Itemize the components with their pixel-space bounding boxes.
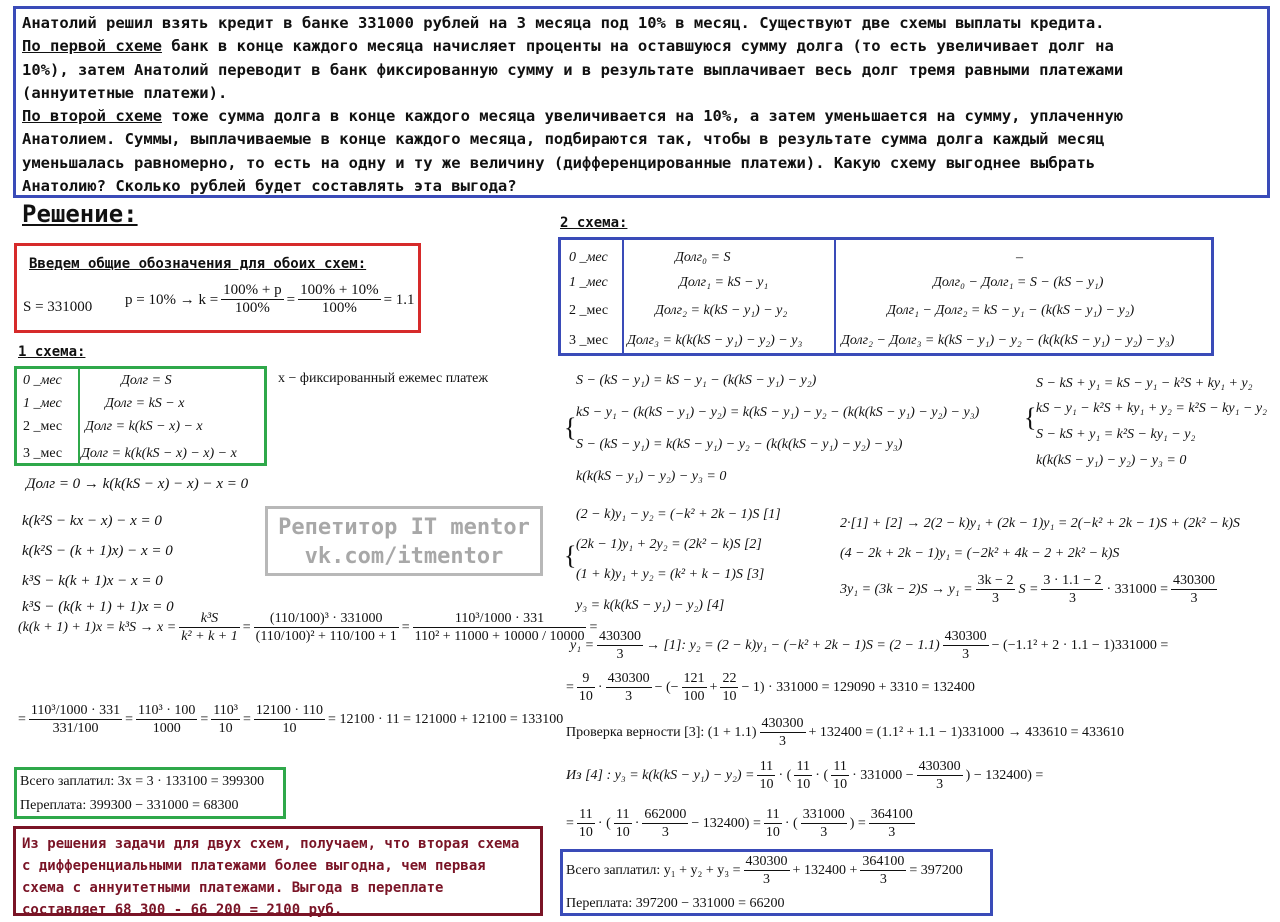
frac-num: 110³ [213, 703, 238, 718]
y3b-line [566, 806, 918, 841]
system3-brace: { [564, 541, 577, 570]
scheme1-label: По первой схеме [22, 37, 162, 56]
simplify-tail: = 12100 · 11 = 121000 + 12100 = 133100 [328, 711, 564, 727]
total-frac-2 [860, 853, 906, 888]
frac-den: 3 [1190, 591, 1198, 606]
system1-eq-0: S − (kS − y₁) = kS − y₁ − (k(kS − y₁) − y₂) [576, 373, 817, 388]
system1-eq-1: kS − y₁ − (k(kS − y₁) − y₂) = k(kS − y₁) − y₂ − (k(k(kS − y₁) − y₂) − y₃) [576, 405, 980, 420]
scheme2-diff-0: – [1016, 250, 1023, 265]
system2-eq-1: kS − y₁ − k²S + ky₁ + y₂ = k²S − ky₁ − y₂ [1036, 401, 1267, 416]
frac-num: 364100 [862, 854, 905, 869]
scheme2-debt-2: Долг₂ = k(kS − y₁) − y₂ [655, 303, 788, 318]
system2-eq-3: k(k(kS − y₁) − y₂) − y₃ = 0 [1036, 453, 1187, 468]
simplify-frac-3 [211, 702, 240, 737]
k-fraction-2 [298, 282, 380, 317]
scheme2-month-0: 0 _мес [569, 250, 608, 265]
scheme1-header: 1 схема: [18, 344, 86, 360]
scheme1-table-box [14, 366, 267, 466]
frac-num: 11 [614, 806, 632, 824]
frac-den: 10 [578, 825, 593, 840]
frac-num: 11 [794, 758, 812, 776]
frac-num: 110³/1000 · 331 [413, 610, 587, 628]
y2-mid: − (− [654, 679, 679, 695]
y1-frac-2 [943, 628, 989, 663]
frac-num: 12100 · 110 [255, 703, 324, 718]
frac-den: 3 [820, 825, 828, 840]
y3-frac-2 [794, 758, 812, 793]
frac-num: 3 · 1.1 − 2 [1043, 573, 1102, 588]
equals-sign: = [286, 291, 296, 308]
scheme1-month-2: 2 _мес [23, 419, 63, 434]
system3-eq-2: (1 + k)y₁ + y₂ = (k² + k − 1)S [3] [576, 567, 765, 582]
frac-den: 100% [234, 300, 270, 316]
watermark-line-1: Репетитор IT mentor [278, 515, 530, 540]
frac-den: 3 [992, 591, 999, 606]
k-definition [125, 282, 415, 317]
solve-frac-b [254, 610, 399, 645]
y3b-frac-3 [642, 806, 688, 841]
problem-line-4: (аннуитетные платежи). [22, 83, 228, 102]
check-tail: + 132400 = (1.1² + 1.1 − 1)331000 → 433610 = 433610 [808, 724, 1124, 740]
y3-frac-4 [917, 758, 963, 793]
frac-num: 364100 [870, 807, 913, 822]
frac-num: 430300 [745, 854, 788, 869]
scheme1-table-divider [78, 369, 80, 463]
system2-eq-0: S − kS + y₁ = kS − y₁ − k²S + ky₁ + y₂ [1036, 376, 1253, 391]
frac-den: 10 [765, 825, 780, 840]
frac-num: 110³ · 100 [138, 703, 196, 718]
total-frac-1 [744, 853, 790, 888]
scheme2-table-box [558, 237, 1214, 356]
frac-num: 121 [683, 671, 705, 686]
scheme2-total-paid [566, 853, 963, 888]
y3b-b: · [634, 815, 640, 831]
y3b-d: · ( [784, 815, 798, 831]
problem-line-2-rest: банк в конце каждого месяца начисляет проценты на оставшуюся сумму долга (то есть увеличивает долг на [161, 37, 1114, 56]
y2-frac-1 [577, 670, 595, 705]
scheme2-diff-2: Долг₁ − Долг₂ = kS − y₁ − (k(kS − y₁) − y₂) [887, 303, 1135, 318]
frac-num: k³S [179, 610, 240, 628]
scheme1-month-0: 0 _мес [23, 373, 62, 388]
scheme1-debt-0: Долг = S [121, 373, 172, 388]
frac-den: 3 [1068, 591, 1076, 606]
y2-line [566, 670, 975, 705]
simplify-frac-4 [254, 702, 325, 737]
scheme1-solve-line: (k(k + 1) + 1)x = k³S → x = $\frac{\text{k³S}}{\text{k² + k + 1}}$ = $\frac{\text{(110/100)³ · 331000}}{\text{(110/100)² + 110/100 + 1}}$ = $\frac{\text{110³/1000 · 331}}{\text{110² + 11000 + 10000 / 10000}}$ = [18, 611, 598, 644]
conclusion-box: Из решения задачи для двух схем, получаем, что вторая схема с дифференциальными платежами более выгодна, чем первая схема с аннуитетными платежами. Выгода в переплате составляет 68 300 - 66 200 = 2100 руб. [13, 826, 543, 916]
total-lead: Всего заплатил: y₁ + y₂ + y₃ = [566, 862, 741, 878]
y3b-frac-2 [614, 806, 632, 841]
watermark-box [265, 506, 543, 576]
frac-num: 100% + 10% [300, 282, 379, 298]
scheme1-debt-2: Долг = k(kS − x) − x [85, 419, 203, 434]
scheme2-label: По второй схеме [22, 107, 162, 126]
frac-den: 3 [625, 689, 633, 704]
y3-c: · 331000 − [852, 767, 914, 783]
scheme1-derivation-0: Долг = 0 → k(k(kS − x) − x) − x = 0 [26, 476, 249, 492]
scheme1-derivation-3: k³S − k(k + 1)x − x = 0 [22, 573, 163, 589]
common-notation-box [14, 243, 421, 333]
y2-lead: = [566, 679, 574, 695]
combo3-mul: · 331000 = [1106, 581, 1169, 597]
problem-line-1: Анатолий решил взять кредит в банке 331000 рублей на 3 месяца под 10% в месяц. Существуют две схемы выплаты кредита. [22, 14, 1105, 32]
y3-a: · ( [778, 767, 792, 783]
solution-title: Решение: [22, 200, 138, 228]
combo3-lead: 3y₁ = (3k − 2)S → y₁ = [840, 581, 973, 597]
frac-num: 430300 [761, 716, 804, 731]
check-line [566, 715, 1124, 750]
frac-num: 3k − 2 [977, 573, 1014, 588]
y3-lead: Из [4] : y₃ = k(k(kS − y₁) − y₂) = [566, 767, 755, 783]
y3b-frac-4 [764, 806, 782, 841]
y2-frac-2 [606, 670, 652, 705]
scheme1-total-paid: Всего заплатил: 3x = 3 · 133100 = 399300 [20, 774, 265, 789]
frac-den: 3 [962, 647, 970, 662]
scheme1-result-box [14, 767, 286, 819]
scheme2-month-3: 3 _мес [569, 333, 609, 348]
scheme2-debt-1: Долг₁ = kS − y₁ [679, 275, 769, 290]
solve-lead: (k(k + 1) + 1)x = k³S → x = [18, 619, 177, 635]
y3b-a: · ( [597, 815, 611, 831]
scheme2-overpay: Переплата: 397200 − 331000 = 66200 [566, 896, 785, 911]
y1-tail: − (−1.1² + 2 · 1.1 − 1)331000 = [991, 637, 1169, 653]
system1-brace: { [564, 413, 577, 442]
y1-mid: → [1]: y₂ = (2 − k)y₁ − (−k² + 2k − 1)S = (2 − 1.1) [646, 637, 940, 653]
frac-den: 10 [796, 777, 811, 792]
y3b-c: − 132400) = [691, 815, 761, 831]
system3-eq-3: y₃ = k(k(kS − y₁) − y₂) [4] [576, 598, 725, 613]
y2-tail: − 1) · 331000 = 129090 + 3310 = 132400 [741, 679, 975, 695]
y2-dot: · [597, 679, 603, 695]
simplify-frac-2 [136, 702, 197, 737]
frac-num: 430300 [944, 629, 987, 644]
frac-num: 430300 [607, 671, 650, 686]
frac-num: 331000 [802, 807, 845, 822]
frac-den: 3 [661, 825, 669, 840]
frac-num: 430300 [599, 629, 642, 644]
frac-num: 11 [757, 758, 775, 776]
frac-den: 10 [833, 777, 848, 792]
scheme1-derivation-1: k(k²S − kx − x) − x = 0 [22, 513, 162, 529]
problem-box [13, 6, 1270, 198]
scheme2-debt-0: Долг₀ = S [675, 250, 731, 265]
y3b-frac-1 [577, 806, 595, 841]
system1-eq-2: S − (kS − y₁) = k(kS − y₁) − y₂ − (k(k(kS − y₁) − y₂) − y₃) [576, 437, 903, 452]
frac-den: 10 [759, 777, 774, 792]
y3b-frac-6 [869, 806, 915, 841]
frac-den: (110/100)² + 110/100 + 1 [255, 629, 397, 644]
frac-num: 430300 [1173, 573, 1216, 588]
frac-den: 331/100 [52, 721, 99, 736]
y3-line [566, 758, 1043, 793]
frac-den: 3 [936, 777, 944, 792]
scheme1-simplify-line: = $\frac{\text{110³/1000 · 331}}{331/100}$ = $\frac{\text{110³ · 100}}{1000}$ = $\frac{\text{110³}}{10}$ = $\frac{12100 \cdot 110}{10}$ = 12100 · 11 = 121000 + 12100 = 133100 [18, 703, 564, 736]
frac-num: 9 [577, 670, 595, 688]
problem-line-6: Анатолием. Суммы, выплачиваемые в конце каждого месяца, подбираются так, чтобы в результате сумма долга каждый месяц [22, 130, 1105, 149]
combo3-frac-3 [1171, 572, 1217, 607]
scheme1-month-1: 1 _мес [23, 396, 62, 411]
solve-frac-a [179, 610, 240, 645]
frac-den: 10 [615, 825, 630, 840]
y3-tail: ) − 132400) = [965, 767, 1044, 783]
frac-num: 100% + p [223, 282, 282, 298]
k-fraction-1 [221, 282, 283, 317]
frac-num: 11 [577, 806, 595, 824]
frac-num: 22 [722, 671, 737, 686]
scheme2-table-divider-2 [834, 240, 836, 353]
total-mid: + 132400 + [792, 862, 858, 878]
y1-line [570, 628, 1168, 663]
scheme1-note: x − фиксированный ежемес платеж [278, 371, 489, 386]
y3b-lead: = [566, 815, 574, 831]
simplify-frac-1 [29, 702, 122, 737]
watermark-line-2: vk.com/itmentor [304, 544, 504, 569]
scheme2-table-divider-1 [622, 240, 624, 353]
system2-brace: { [1024, 403, 1037, 432]
combo3-mid: S = [1018, 581, 1039, 597]
problem-line-5 [22, 105, 1261, 128]
scheme2-diff-1: Долг₀ − Долг₁ = S − (kS − y₁) [933, 275, 1104, 290]
y2-frac-3 [682, 670, 707, 705]
system2-eq-2: S − kS + y₁ = k²S − ky₁ − y₂ [1036, 427, 1196, 442]
frac-num: 662000 [644, 807, 687, 822]
problem-line-5-rest: тоже сумма долга в конце каждого месяца увеличивается на 10%, а затем уменьшается на сумму, уплаченную [161, 107, 1124, 126]
y2-frac-4 [720, 670, 738, 705]
frac-den: 100% [321, 300, 357, 316]
s-definition: S = 331000 [23, 299, 93, 315]
frac-den: 10 [722, 689, 737, 704]
frac-den: 110² + 11000 + 10000 / 10000 [414, 629, 585, 644]
scheme1-overpay: Переплата: 399300 − 331000 = 68300 [20, 798, 239, 813]
y3b-frac-5 [801, 806, 847, 841]
system3-eq-1: (2k − 1)y₁ + 2y₂ = (2k² − k)S [2] [576, 537, 762, 552]
combo-line-1: 2·[1] + [2] → 2(2 − k)y₁ + (2k − 1)y₁ = 2(−k² + 2k − 1)S + (2k² − k)S [840, 516, 1240, 531]
scheme2-result-box [560, 849, 993, 916]
p-definition: p = 10% → k = [125, 291, 219, 308]
frac-den: 3 [879, 872, 887, 887]
frac-num: 11 [764, 806, 782, 824]
check-frac [760, 715, 806, 750]
scheme1-derivation-2: k(k²S − (k + 1)x) − x = 0 [22, 543, 173, 559]
common-header: Введем общие обозначения для обоих схем: [29, 256, 367, 272]
y3-b: · ( [815, 767, 829, 783]
frac-den: 10 [218, 721, 233, 736]
combo-line-3 [840, 572, 1220, 607]
problem-line-3: 10%), затем Анатолий переводит в банк фиксированную сумму и в результате выплачивает весь долг тремя равными платежами [22, 60, 1124, 79]
frac-den: 3 [616, 647, 624, 662]
frac-num: 11 [831, 758, 849, 776]
combo3-frac-1 [976, 572, 1016, 607]
y1-lead: y₁ = [570, 637, 595, 653]
system1-eq-3: k(k(kS − y₁) − y₂) − y₃ = 0 [576, 469, 727, 484]
y3-frac-3 [831, 758, 849, 793]
frac-den: 3 [888, 825, 896, 840]
y3b-e: ) = [849, 815, 866, 831]
solve-frac-c [413, 610, 587, 645]
frac-num: 110³/1000 · 331 [30, 703, 121, 718]
scheme2-diff-3: Долг₂ − Долг₃ = k(kS − y₁) − y₂ − (k(k(kS − y₁) − y₂) − y₃) [841, 333, 1175, 348]
frac-den: 10 [578, 689, 593, 704]
scheme2-header: 2 схема: [560, 215, 628, 231]
scheme2-debt-3: Долг₃ = k(k(kS − y₁) − y₂) − y₃ [627, 333, 803, 348]
system3-eq-0: (2 − k)y₁ − y₂ = (−k² + 2k − 1)S [1] [576, 507, 781, 522]
y2-plus: + [709, 679, 718, 695]
combo-line-2: (4 − 2k + 2k − 1)y₁ = (−2k² + 4k − 2 + 2k² − k)S [840, 546, 1120, 561]
scheme2-month-2: 2 _мес [569, 303, 609, 318]
frac-num: 430300 [918, 759, 961, 774]
frac-den: k² + k + 1 [181, 629, 238, 644]
scheme1-debt-1: Долг = kS − x [105, 396, 185, 411]
frac-den: 10 [282, 721, 297, 736]
scheme1-month-3: 3 _мес [23, 446, 63, 461]
check-lead: Проверка верности [3]: (1 + 1.1) [566, 724, 757, 740]
problem-line-7: уменьшалась равномерно, то есть на одну и ту же величину (дифференцированные платежи). Какую схему выгоднее выбрать [22, 153, 1096, 172]
y1-frac [597, 628, 643, 663]
frac-den: 3 [763, 872, 771, 887]
frac-den: 3 [779, 734, 786, 749]
frac-den: 1000 [152, 721, 181, 736]
problem-line-2 [22, 35, 1261, 58]
scheme1-debt-3: Долг = k(k(kS − x) − x) − x [81, 446, 237, 461]
y3-frac-1 [757, 758, 775, 793]
k-result: = 1.1 [383, 291, 415, 308]
frac-num: (110/100)³ · 331000 [254, 610, 399, 628]
scheme1-derivation-4: k³S − (k(k + 1) + 1)x = 0 [22, 599, 174, 615]
frac-den: 100 [683, 689, 705, 704]
scheme2-month-1: 1 _мес [569, 275, 608, 290]
problem-line-8: Анатолию? Сколько рублей будет составлять эта выгода? [22, 177, 517, 196]
combo3-frac-2 [1041, 572, 1103, 607]
total-tail: = 397200 [909, 862, 963, 878]
